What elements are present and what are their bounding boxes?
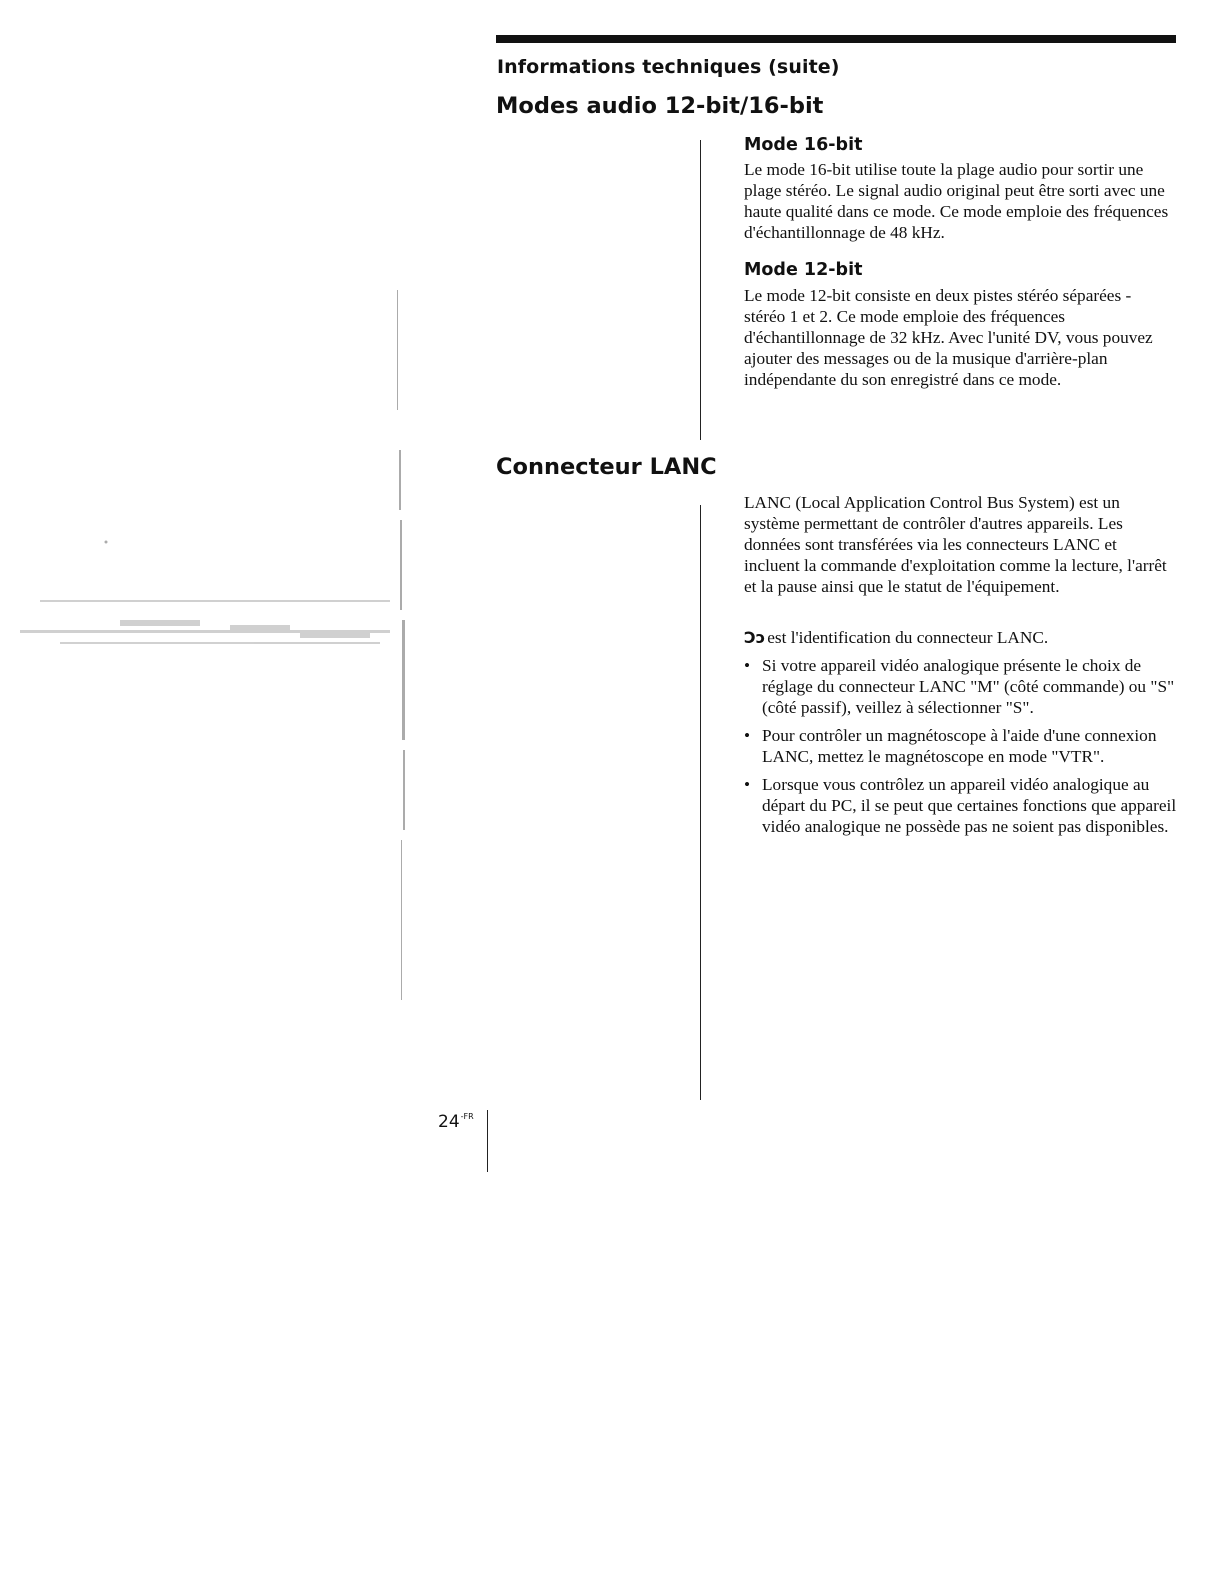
lanc-symbol-icon: Ɔɔ	[744, 628, 766, 647]
list-item: • Si votre appareil vidéo analogique présente le choix de réglage du connecteur LANC "M" (côté commande) ou "S" (côté passif), veillez à sélectionner "S".	[744, 655, 1178, 718]
section-title-lanc: Connecteur LANC	[496, 454, 717, 480]
subsection-title-mode-16: Mode 16-bit	[744, 135, 863, 155]
paragraph-mode-16: Le mode 16-bit utilise toute la plage audio pour sortir une plage stéréo. Le signal audio original peut être sorti avec une haute qualité dans ce mode. Ce mode emploie des fréquences d'échantillonnage de 48 kHz.	[744, 160, 1169, 242]
paragraph-lanc-intro: LANC (Local Application Control Bus System) est un système permettant de contrôler d'autres appareils. Les données sont transférées via les connecteurs LANC et incluent la commande d'exploitation comme la lecture, l'arrêt et la pause ainsi que le statut de l'équipement.	[744, 493, 1167, 596]
section-title-audio-modes: Modes audio 12-bit/16-bit	[496, 93, 824, 119]
paragraph-mode-12: Le mode 12-bit consiste en deux pistes stéréo séparées - stéréo 1 et 2. Ce mode emploie des fréquences d'échantillonnage de 32 kHz. Avec l'unité DV, vous pouvez ajouter des messages ou de la musique d'arrière-plan indépendante du son enregistré dans ce mode.	[744, 286, 1153, 389]
list-item: • Lorsque vous contrôlez un appareil vidéo analogique au départ du PC, il se peut que certaines fonctions que appareil vidéo analogique ne possède pas ne soient pas disponibles.	[744, 774, 1178, 837]
top-rule	[496, 35, 1176, 43]
scan-artifact-marks	[0, 280, 420, 1000]
page-number-value: 24	[438, 1112, 460, 1132]
folio-rule	[487, 1110, 488, 1172]
lanc-notes-list	[744, 655, 1178, 844]
subsection-title-mode-12: Mode 12-bit	[744, 260, 863, 280]
page-number	[438, 1112, 474, 1132]
list-item: • Pour contrôler un magnétoscope à l'aide d'une connexion LANC, mettez le magnétoscope en mode "VTR".	[744, 725, 1178, 767]
column-divider	[700, 140, 701, 440]
running-head: Informations techniques (suite)	[497, 56, 840, 78]
paragraph-lanc-identification	[744, 627, 1176, 648]
column-divider	[700, 505, 701, 1100]
lanc-identification-text: est l'identification du connecteur LANC.	[767, 628, 1049, 647]
page-number-suffix: -FR	[460, 1112, 474, 1121]
